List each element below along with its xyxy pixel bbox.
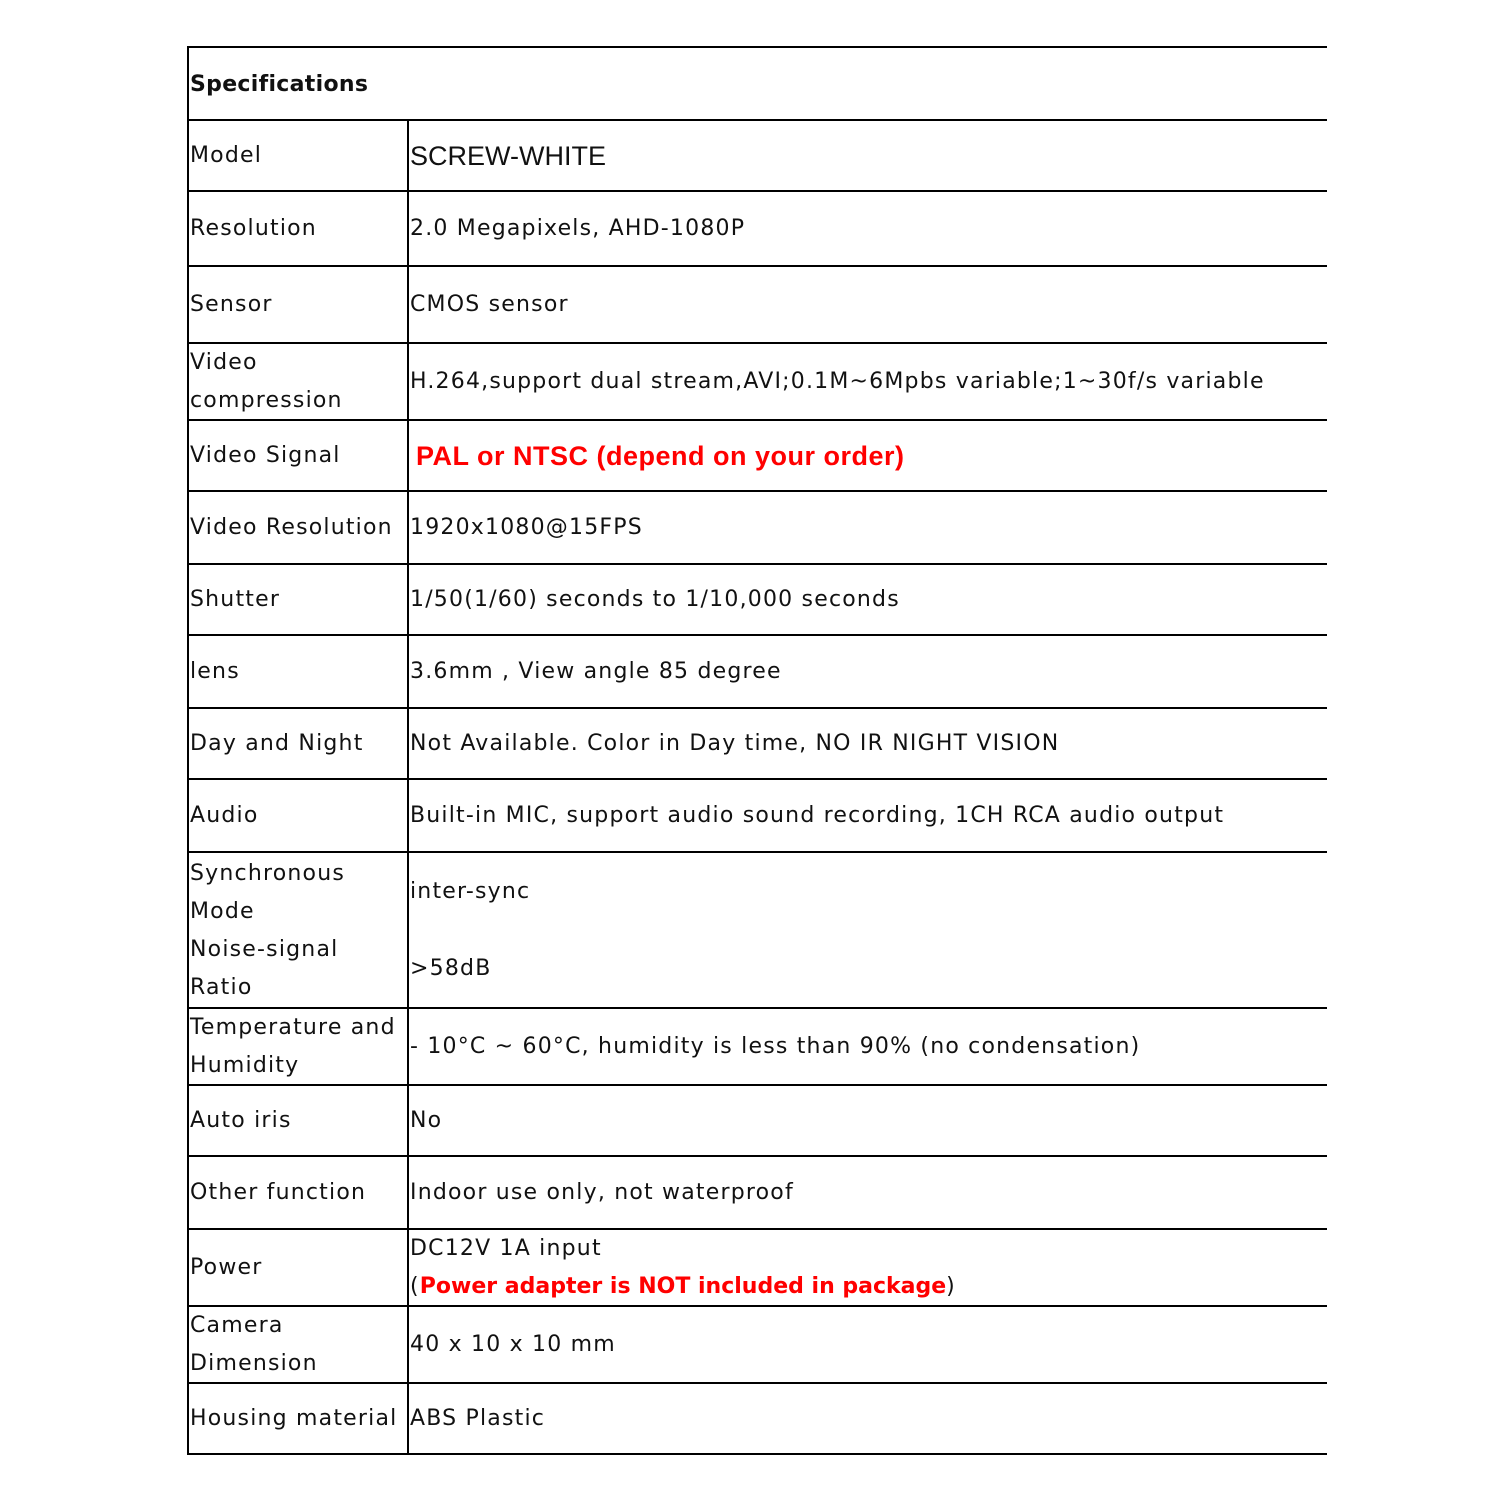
table-title: Specifications xyxy=(187,48,1327,120)
table-row xyxy=(187,707,1327,779)
row-label-sync-noise xyxy=(187,853,409,1008)
row-label-model: Model xyxy=(187,121,409,191)
row-label-day-night: Day and Night xyxy=(187,709,409,779)
table-row xyxy=(187,1305,1327,1383)
row-label-dimension xyxy=(187,1307,409,1383)
table-row xyxy=(187,419,1327,491)
row-label-temperature xyxy=(187,1009,409,1085)
table-row xyxy=(187,1084,1327,1156)
label-line: Humidity xyxy=(190,1053,300,1078)
table-row xyxy=(187,1155,1327,1229)
row-value-day-night: Not Available. Color in Day time, NO IR NIGHT VISION xyxy=(410,731,1060,756)
row-label-other-function: Other function xyxy=(187,1157,409,1229)
power-adapter-note: Power adapter is NOT included in package xyxy=(419,1274,947,1299)
table-row xyxy=(187,119,1327,191)
table-title-row xyxy=(187,46,1327,120)
table-row xyxy=(187,634,1327,708)
table-row xyxy=(187,1007,1327,1085)
row-label-video-signal: Video Signal xyxy=(187,421,409,491)
label-line: Synchronous xyxy=(190,860,345,886)
table-row xyxy=(187,342,1327,420)
close-paren: ) xyxy=(946,1274,956,1299)
row-value-temperature: - 10°C ~ 60°C, humidity is less than 90% (no condensation) xyxy=(410,1034,1141,1059)
label-line: Noise-signal xyxy=(190,936,339,962)
row-value-shutter: 1/50(1/60) seconds to 1/10,000 seconds xyxy=(410,587,900,612)
row-value-audio: Built-in MIC, support audio sound recording, 1CH RCA audio output xyxy=(410,803,1225,828)
row-label-shutter: Shutter xyxy=(187,565,409,635)
open-paren: ( xyxy=(410,1274,420,1299)
row-value-power xyxy=(409,1230,1327,1306)
value-sync-mode: inter-sync xyxy=(410,878,531,904)
value-noise-ratio: >58dB xyxy=(410,956,492,982)
power-note-line xyxy=(410,1268,1327,1306)
row-label-audio: Audio xyxy=(187,780,409,852)
row-value-video-resolution: 1920x1080@15FPS xyxy=(410,515,643,540)
label-line: compression xyxy=(190,388,343,413)
table-row xyxy=(187,190,1327,266)
table-row xyxy=(187,778,1327,852)
row-value-other-function: Indoor use only, not waterproof xyxy=(410,1180,794,1205)
table-row xyxy=(187,265,1327,343)
row-label-lens: lens xyxy=(187,636,409,708)
row-label-sensor: Sensor xyxy=(187,267,409,343)
row-value-sensor: CMOS sensor xyxy=(410,292,569,317)
table-row xyxy=(187,1228,1327,1306)
label-line: Video xyxy=(190,350,258,375)
label-line: Camera xyxy=(190,1313,284,1338)
row-label-auto-iris: Auto iris xyxy=(187,1086,409,1156)
row-value-housing: ABS Plastic xyxy=(410,1405,546,1431)
row-label-resolution: Resolution xyxy=(187,192,409,266)
table-row xyxy=(187,1382,1327,1455)
table-row xyxy=(187,851,1327,1008)
row-label-power: Power xyxy=(187,1230,409,1306)
row-label-video-resolution: Video Resolution xyxy=(187,492,409,564)
row-value-video-signal: PAL or NTSC (depend on your order) xyxy=(416,441,905,471)
row-label-housing: Housing material xyxy=(187,1384,409,1453)
table-row xyxy=(187,563,1327,635)
row-value-dimension: 40 x 10 x 10 mm xyxy=(410,1332,616,1357)
row-value-video-compression: H.264,support dual stream,AVI;0.1M~6Mpbs variable;1~30f/s variable xyxy=(410,369,1265,394)
row-value-lens: 3.6mm , View angle 85 degree xyxy=(410,659,782,684)
row-value-resolution: 2.0 Megapixels, AHD-1080P xyxy=(410,216,746,241)
label-line: Dimension xyxy=(190,1351,318,1376)
row-value-model: SCREW-WHITE xyxy=(410,141,606,171)
table-row xyxy=(187,490,1327,564)
row-label-video-compression xyxy=(187,344,409,420)
label-line: Ratio xyxy=(190,974,253,1000)
row-value-auto-iris: No xyxy=(410,1108,443,1133)
power-input: DC12V 1A input xyxy=(410,1236,602,1261)
label-line: Mode xyxy=(190,898,255,924)
label-line: Temperature and xyxy=(190,1015,396,1040)
row-value-sync-noise xyxy=(409,853,1327,1008)
